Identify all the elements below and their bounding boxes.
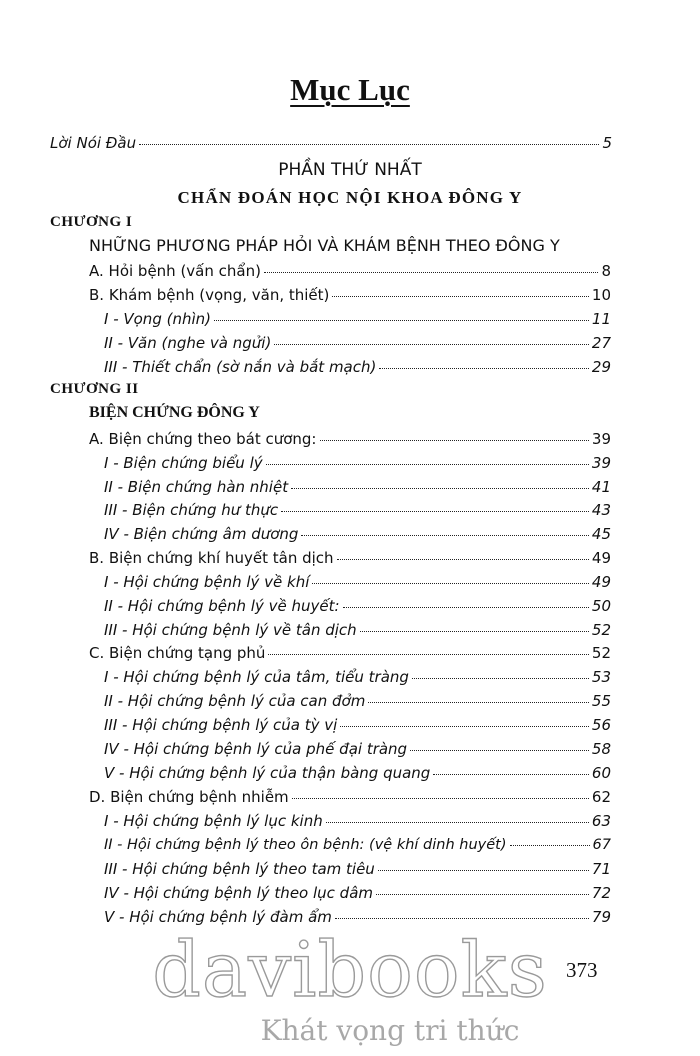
chapter-title: BIỆN CHỨNG ĐÔNG Y <box>89 404 260 421</box>
toc-entry-label: A. Biện chứng theo bát cương: <box>89 430 317 448</box>
dot-leader <box>320 440 589 441</box>
toc-entry-page: 58 <box>591 740 611 758</box>
toc-entry-label: B. Khám bệnh (vọng, văn, thiết) <box>89 286 330 304</box>
toc-entry-page: 52 <box>591 644 611 662</box>
toc-entry-page: 49 <box>591 573 611 591</box>
toc-entry-label: III - Thiết chẩn (sờ nắn và bắt mạch) <box>104 358 377 376</box>
watermark-tagline: Khát vọng tri thức <box>260 1014 520 1047</box>
toc-subentry <box>104 883 611 903</box>
toc-entry-label: IV - Hội chứng bệnh lý của phế đại tràng <box>104 740 408 758</box>
dot-leader <box>274 344 589 345</box>
dot-leader <box>378 870 589 871</box>
toc-subentry <box>104 715 611 735</box>
toc-subentry <box>104 667 611 687</box>
toc-entry-page: 60 <box>591 764 611 782</box>
dot-leader <box>335 918 589 919</box>
chapter-label: CHƯƠNG II <box>50 381 139 397</box>
toc-entry-page: 8 <box>601 262 611 280</box>
dot-leader <box>340 726 589 727</box>
toc-entry-label: II - Văn (nghe và ngửi) <box>104 334 272 352</box>
toc-entry-label: V - Hội chứng bệnh lý đàm ẩm <box>104 908 332 926</box>
dot-leader <box>510 845 590 846</box>
toc-subentry <box>104 524 611 544</box>
part-title: PHẦN THỨ NHẤT <box>278 160 422 180</box>
dot-leader <box>376 894 589 895</box>
dot-leader <box>281 511 589 512</box>
dot-leader <box>343 607 589 608</box>
dot-leader <box>332 296 589 297</box>
dot-leader <box>337 559 589 560</box>
toc-subentry <box>104 811 611 831</box>
toc-entry-page: 5 <box>602 134 612 152</box>
dot-leader <box>266 464 589 465</box>
toc-entry-page: 50 <box>591 597 611 615</box>
toc-entry-label: III - Hội chứng bệnh lý theo tam tiêu <box>104 860 375 878</box>
toc-entry <box>89 787 611 807</box>
toc-entry-page: 27 <box>591 334 611 352</box>
toc-entry-page: 39 <box>591 454 611 472</box>
toc-subentry <box>104 859 611 879</box>
chapter-label: CHƯƠNG I <box>50 214 133 230</box>
toc-entry-label: I - Hội chứng bệnh lý lục kinh <box>104 812 323 830</box>
toc-entry-label: III - Hội chứng bệnh lý về tân dịch <box>104 621 357 639</box>
toc-entry-page: 43 <box>591 501 611 519</box>
toc-entry-label: IV - Hội chứng bệnh lý theo lục dâm <box>104 884 374 902</box>
toc-entry-label: IV - Biện chứng âm dương <box>104 525 299 543</box>
toc-entry-preface <box>50 133 612 153</box>
toc-subentry <box>104 763 611 783</box>
toc-entry-label: I - Vọng (nhìn) <box>104 310 211 328</box>
toc-subentry <box>104 333 611 353</box>
toc-entry-label: I - Hội chứng bệnh lý của tâm, tiểu tràng <box>104 668 409 686</box>
dot-leader <box>268 654 588 655</box>
dot-leader <box>312 583 589 584</box>
toc-subentry <box>104 309 611 329</box>
toc-entry-page: 29 <box>591 358 611 376</box>
dot-leader <box>412 678 589 679</box>
dot-leader <box>326 822 589 823</box>
toc-entry-label: III - Hội chứng bệnh lý của tỳ vị <box>104 716 338 734</box>
toc-entry <box>89 261 611 281</box>
toc-entry-label: Lời Nói Đầu <box>50 134 137 152</box>
toc-subentry <box>104 477 611 497</box>
dot-leader <box>410 750 589 751</box>
page-title: Mục Lục <box>290 72 410 107</box>
toc-subentry <box>104 691 611 711</box>
toc-entry-page: 11 <box>591 310 611 328</box>
toc-entry-label: III - Biện chứng hư thực <box>104 501 279 519</box>
toc-entry-label: V - Hội chứng bệnh lý của thận bàng quang <box>104 764 431 782</box>
toc-entry-label: A. Hỏi bệnh (vấn chẩn) <box>89 262 261 280</box>
toc-entry-label: II - Hội chứng bệnh lý theo ôn bệnh: (vệ khí dinh huyết) <box>104 837 507 853</box>
toc-entry-page: 39 <box>591 430 611 448</box>
toc-entry-label: I - Hội chứng bệnh lý về khí <box>104 573 310 591</box>
toc-subentry <box>104 453 611 473</box>
toc-entry-page: 41 <box>591 478 611 496</box>
toc-entry-label: I - Biện chứng biểu lý <box>104 454 263 472</box>
watermark-brand: davibooks <box>152 925 548 1014</box>
dot-leader <box>379 368 589 369</box>
toc-entry-page: 63 <box>591 812 611 830</box>
part-subtitle: CHẨN ĐOÁN HỌC NỘI KHOA ĐÔNG Y <box>177 188 523 207</box>
toc-subentry <box>104 907 611 927</box>
dot-leader <box>264 272 598 273</box>
toc-entry <box>89 548 611 568</box>
toc-entry-page: 10 <box>591 286 611 304</box>
toc-entry <box>89 643 611 663</box>
toc-entry-page: 62 <box>591 788 611 806</box>
toc-entry-label: B. Biện chứng khí huyết tân dịch <box>89 549 334 567</box>
toc-entry-page: 45 <box>591 525 611 543</box>
toc-subentry <box>104 835 611 855</box>
dot-leader <box>433 774 589 775</box>
toc-entry <box>89 285 611 305</box>
dot-leader <box>368 702 589 703</box>
toc-entry-page: 79 <box>591 908 611 926</box>
toc-entry-label: II - Hội chứng bệnh lý về huyết: <box>104 597 340 615</box>
toc-subentry <box>104 500 611 520</box>
toc-entry-label: II - Hội chứng bệnh lý của can đởm <box>104 692 366 710</box>
toc-subentry <box>104 596 611 616</box>
toc-entry-page: 71 <box>591 860 611 878</box>
toc-subentry <box>104 620 611 640</box>
toc-entry-label: II - Biện chứng hàn nhiệt <box>104 478 289 496</box>
dot-leader <box>214 320 589 321</box>
dot-leader <box>291 488 589 489</box>
toc-subentry <box>104 357 611 377</box>
toc-entry-label: D. Biện chứng bệnh nhiễm <box>89 788 289 806</box>
toc-entry <box>89 429 611 449</box>
toc-subentry <box>104 739 611 759</box>
dot-leader <box>292 798 589 799</box>
toc-entry-page: 55 <box>591 692 611 710</box>
dot-leader <box>360 631 589 632</box>
dot-leader <box>139 144 599 145</box>
toc-entry-page: 52 <box>591 621 611 639</box>
toc-subentry <box>104 572 611 592</box>
chapter-title: NHỮNG PHƯƠNG PHÁP HỎI VÀ KHÁM BỆNH THEO ĐÔNG Y <box>89 236 560 255</box>
toc-entry-page: 67 <box>592 837 611 853</box>
dot-leader <box>301 535 588 536</box>
toc-entry-page: 72 <box>591 884 611 902</box>
toc-entry-page: 49 <box>591 549 611 567</box>
page-number: 373 <box>566 958 598 982</box>
toc-entry-page: 56 <box>591 716 611 734</box>
toc-entry-page: 53 <box>591 668 611 686</box>
toc-entry-label: C. Biện chứng tạng phủ <box>89 644 266 662</box>
